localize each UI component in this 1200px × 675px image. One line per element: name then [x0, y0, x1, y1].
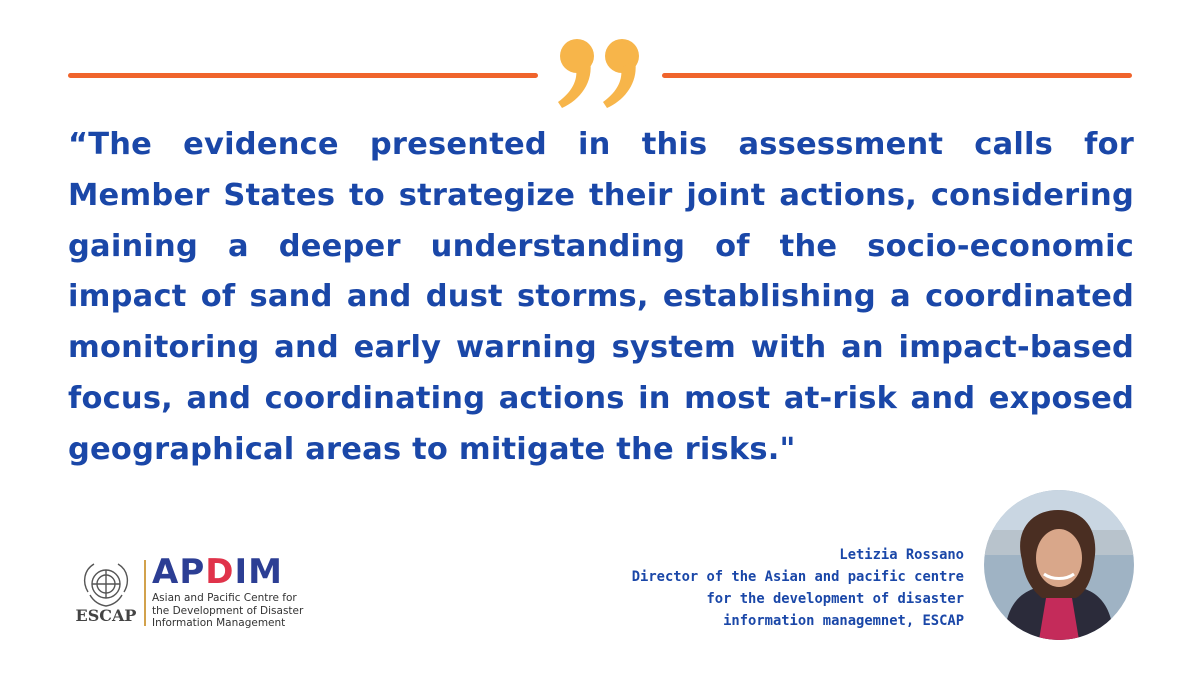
apdim-suffix: IM [234, 552, 283, 592]
speaker-title-line: Director of the Asian and pacific centre [631, 569, 964, 585]
closing-quote-icon [550, 34, 650, 114]
speaker-name: Letizia Rossano [839, 547, 964, 563]
speaker-title-line: for the development of disaster [706, 591, 964, 607]
apdim-description [152, 592, 312, 630]
un-emblem-icon [78, 562, 134, 608]
speaker-attribution [544, 544, 964, 632]
logo-divider [144, 560, 146, 626]
apdim-wordmark [152, 552, 283, 592]
apdim-desc-line: Asian and Pacific Centre for [152, 592, 297, 604]
apdim-desc-line: Information Management [152, 617, 286, 629]
escap-label: ESCAP [75, 606, 137, 625]
speaker-title-line: information managemnet, ESCAP [723, 613, 964, 629]
left-divider-line [68, 73, 538, 78]
escap-apdim-logo [74, 552, 304, 629]
quote-text: “The evidence presented in this assessment calls for Member States to strategize their joint actions, considering gaining a deeper understanding of the socio-economic impact of sand and dust storms, establishing a coordinated monitoring and early warning system with an impact-based focus, and coordinating actions in most at-risk and exposed geographical areas to mitigate the risks." [68, 127, 1134, 467]
speaker-portrait [984, 490, 1134, 640]
apdim-prefix: AP [152, 552, 206, 592]
apdim-mid: D [205, 552, 235, 592]
right-divider-line [662, 73, 1132, 78]
apdim-desc-line: the Development of Disaster [152, 604, 304, 617]
